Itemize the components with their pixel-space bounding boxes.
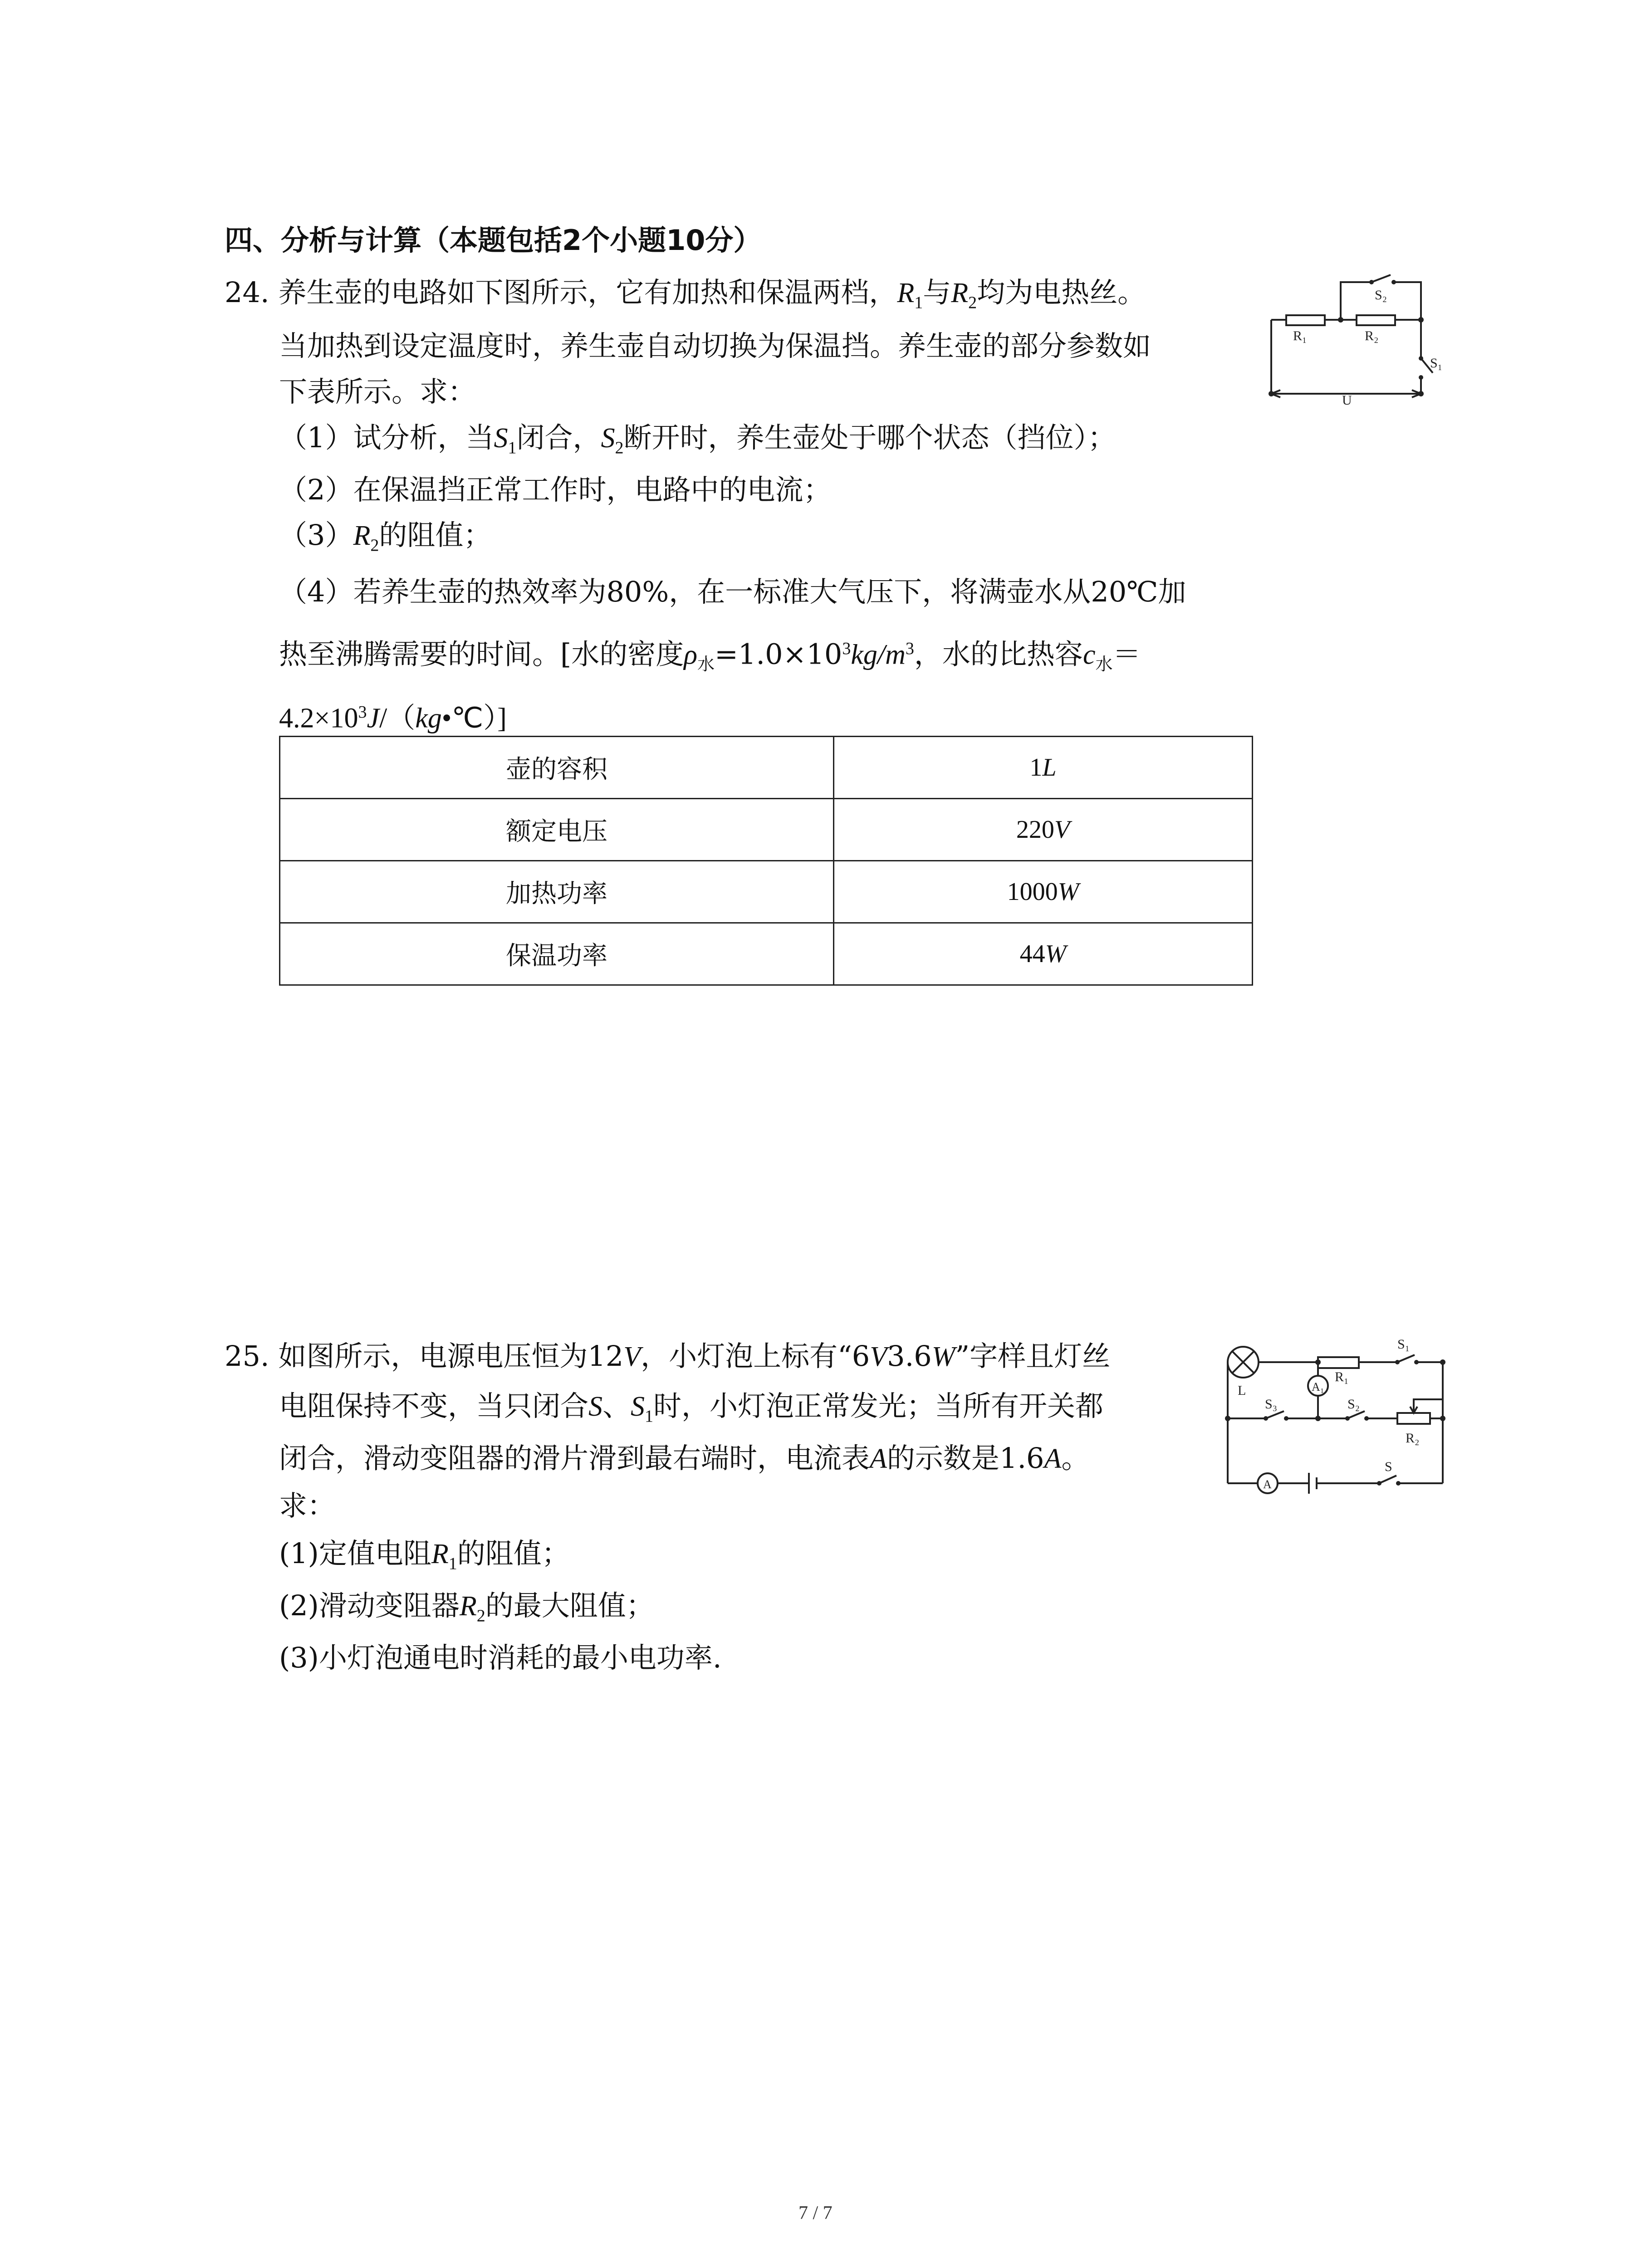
sub: 2: [615, 438, 624, 458]
table-row: [280, 737, 1253, 799]
q24-number: 24.: [225, 276, 269, 309]
q25-line-4: 求：: [279, 1489, 336, 1522]
circuit-diagram-24: [1261, 272, 1456, 417]
var-r: R: [459, 1591, 477, 1622]
sub: 水: [1095, 655, 1113, 675]
ammeter-a-label: A: [1263, 1478, 1272, 1491]
q25-text: 。: [1061, 1442, 1090, 1475]
q25-part-3: (3)小灯泡通电时消耗的最小电功率.: [279, 1641, 722, 1674]
sub: 2: [968, 293, 977, 313]
q24-part-4-cont: [279, 626, 1141, 687]
var-r: R: [353, 520, 371, 551]
table-cell-value: [834, 861, 1253, 923]
var-r: R: [951, 278, 969, 308]
label-s: S: [1385, 1459, 1392, 1474]
table-row: [280, 799, 1253, 861]
table-row: [280, 923, 1253, 985]
label-r2: R₂: [1406, 1431, 1420, 1446]
table-cell-key: 加热功率: [280, 861, 834, 923]
sub: 1: [645, 1407, 654, 1426]
q25-text: ，小灯泡上标有“6: [641, 1339, 870, 1373]
q24-text: 断开时，养生壶处于哪个状态（挡位）；: [623, 421, 1116, 454]
value-unit: L: [1042, 753, 1057, 782]
q25-line-2: [279, 1383, 1103, 1439]
q24-text: =1.0×10: [714, 637, 843, 671]
table-cell-key: 保温功率: [280, 923, 834, 985]
sub: 1: [914, 293, 923, 313]
q24-text: ＝: [1112, 637, 1141, 671]
var-s: S: [588, 1391, 603, 1422]
label-u: U: [1342, 393, 1352, 408]
section-title: 四、分析与计算（本题包括2个小题10分）: [225, 224, 762, 257]
sup: 3: [842, 639, 851, 658]
table-row: [280, 861, 1253, 923]
sub: 水: [697, 655, 715, 675]
unit: V: [623, 1341, 641, 1372]
table-cell-value: [834, 737, 1253, 799]
q24-text: 均为电热丝。: [977, 276, 1146, 309]
q25-text: 如图所示，电源电压恒为12: [278, 1339, 624, 1373]
q24-text: ，水的比热容: [914, 637, 1083, 671]
label-s2: S₂: [1375, 288, 1387, 303]
q24-part-2: （2）在保温挡正常工作时，电路中的电流；: [279, 473, 832, 506]
unit: J: [367, 703, 379, 734]
q24-part-4: （4）若养生壶的热效率为80%，在一标准大气压下，将满壶水从20℃加: [279, 575, 1186, 608]
q25-text: 电阻保持不变，当只闭合: [279, 1389, 589, 1422]
var-s: S: [494, 423, 508, 454]
value-number: 1000: [1007, 878, 1058, 906]
q25-text: 、: [603, 1389, 631, 1422]
q24-text: •℃）]: [441, 703, 507, 734]
value-number: 1: [1029, 753, 1043, 782]
q25-text: 时，小灯泡正常发光；当所有开关都: [653, 1389, 1104, 1422]
q25-line-1: [225, 1334, 1110, 1379]
q25-number: 25.: [225, 1339, 269, 1373]
sup: 3: [358, 703, 367, 722]
table-cell-key: 额定电压: [280, 799, 834, 861]
unit: kg/m: [851, 639, 906, 670]
q24-part-3: [279, 513, 491, 568]
unit: A: [1044, 1443, 1062, 1474]
var-a: A: [870, 1443, 887, 1474]
var-rho: ρ: [684, 639, 697, 670]
q24-part-4-end: [279, 689, 507, 741]
label-l: L: [1238, 1383, 1246, 1398]
table-cell-value: [834, 923, 1253, 985]
table-cell-key: 壶的容积: [280, 737, 834, 799]
q24-text: 热至沸腾需要的时间。[水的密度: [279, 637, 684, 671]
label-r2: R₂: [1365, 328, 1379, 343]
q24-line-2: 当加热到设定温度时，养生壶自动切换为保温挡。养生壶的部分参数如: [279, 329, 1151, 362]
sub: 1: [448, 1554, 457, 1574]
q25-text: 闭合，滑动变阻器的滑片滑到最右端时，电流表: [279, 1442, 870, 1475]
sub: 2: [476, 1606, 485, 1626]
value-unit: V: [1054, 816, 1070, 844]
q25-text: (2)滑动变阻器: [279, 1589, 460, 1622]
unit: kg: [415, 703, 442, 734]
sup: 3: [905, 639, 914, 658]
q24-text: 与: [923, 276, 951, 309]
label-s1: S₁: [1430, 356, 1443, 371]
q24-text: 养生壶的电路如下图所示，它有加热和保温两档，: [278, 276, 897, 309]
parameter-table: [279, 736, 1253, 986]
q24-text: /（: [379, 703, 416, 734]
q24-line-3: 下表所示。求：: [279, 375, 476, 408]
label-s1: S₁: [1397, 1337, 1410, 1352]
q24-text: 4.2×10: [279, 703, 358, 734]
q25-part-2: [279, 1583, 654, 1638]
q25-text: 的示数是1.6: [887, 1442, 1044, 1475]
value-number: 44: [1019, 940, 1045, 968]
label-s2: S₂: [1347, 1397, 1360, 1412]
label-r1: R₁: [1293, 328, 1307, 343]
var-c: c: [1083, 639, 1096, 670]
q25-part-1: [279, 1531, 570, 1586]
label-r1: R₁: [1335, 1369, 1349, 1384]
value-number: 220: [1016, 816, 1054, 844]
label-s3: S₃: [1265, 1397, 1278, 1412]
circuit-diagram-25: [1216, 1331, 1456, 1495]
value-unit: W: [1045, 940, 1067, 968]
var-s: S: [601, 423, 615, 454]
sub: 1: [508, 438, 517, 458]
q25-text: (1)定值电阻: [279, 1537, 431, 1570]
q24-line-1: [225, 270, 1146, 325]
q25-line-3: [279, 1436, 1089, 1481]
var-s: S: [631, 1391, 645, 1422]
table-cell-value: [834, 799, 1253, 861]
q24-text: （3）: [279, 518, 353, 552]
q25-text: ”字样且灯丝: [955, 1339, 1111, 1373]
q24-text: 闭合，: [516, 421, 601, 454]
unit: W: [931, 1341, 955, 1372]
q24-text: （1）试分析，当: [279, 421, 494, 454]
unit: V: [870, 1341, 887, 1372]
q25-text: 的阻值；: [457, 1537, 570, 1570]
q25-text: 3.6: [887, 1339, 932, 1373]
var-r: R: [897, 278, 915, 308]
value-unit: W: [1058, 878, 1079, 906]
sub: 2: [370, 536, 379, 555]
ammeter-a1-label: A₁: [1312, 1380, 1324, 1393]
q24-part-1: [279, 415, 1116, 470]
q24-text: 的阻值；: [379, 518, 492, 552]
q25-text: 的最大阻值；: [485, 1589, 654, 1622]
page-number: 7 / 7: [798, 2203, 833, 2224]
var-r: R: [431, 1539, 449, 1569]
